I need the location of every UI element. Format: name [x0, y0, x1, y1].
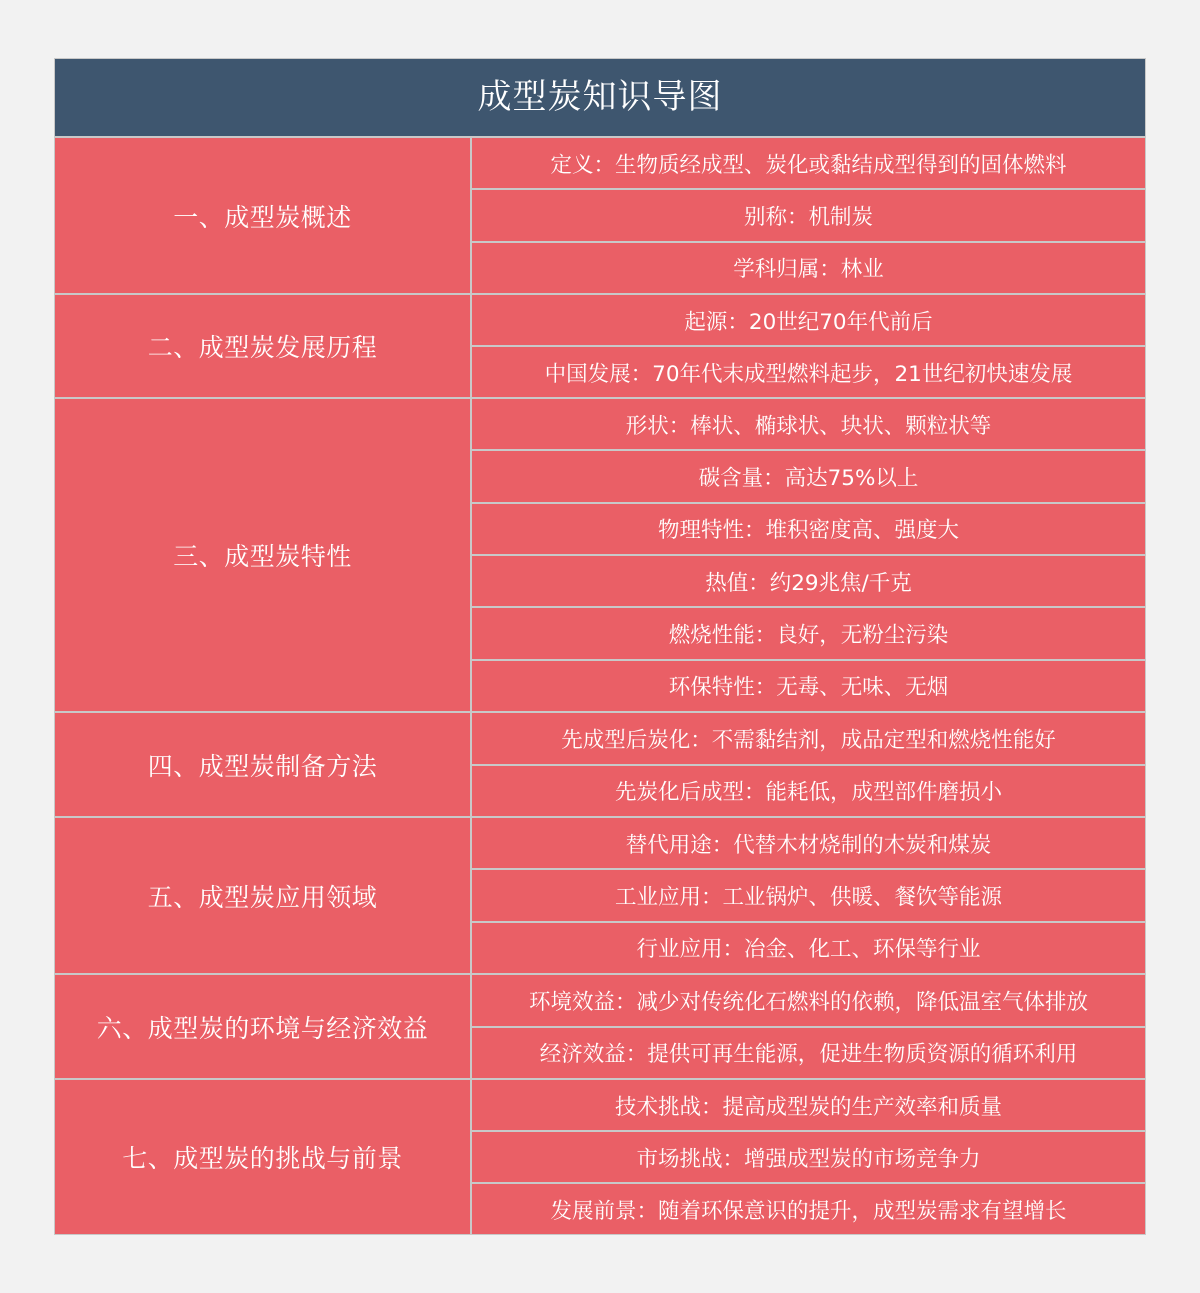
item-cell: 行业应用：冶金、化工、环保等行业: [472, 921, 1145, 973]
section-benefits: [55, 973, 1145, 1078]
item-cell: 燃烧性能：良好，无粉尘污染: [472, 606, 1145, 658]
item-cell: 市场挑战：增强成型炭的市场竞争力: [472, 1130, 1145, 1182]
item-cell: 定义：生物质经成型、炭化或黏结成型得到的固体燃料: [550, 152, 1067, 178]
item-cell: 形状：棒状、椭球状、块状、颗粒状等: [625, 413, 992, 439]
section-label: 一、成型炭概述: [55, 138, 472, 293]
item-cell: 发展前景：随着环保意识的提升，成型炭需求有望增长: [472, 1182, 1145, 1234]
item-cell: 先炭化后成型：能耗低，成型部件磨损小: [472, 764, 1145, 817]
item-cell: 学科归属：林业: [472, 241, 1145, 293]
item-cell: 中国发展：70年代末成型燃料起步，21世纪初快速发展: [472, 345, 1145, 397]
section-applications: [55, 816, 1145, 973]
mindmap-table: [54, 58, 1146, 1235]
section-items: [472, 1080, 1145, 1234]
section-items: [472, 975, 1145, 1078]
item-cell: 先成型后炭化：不需黏结剂，成品定型和燃烧性能好: [561, 727, 1056, 753]
section-label: 四、成型炭制备方法: [55, 713, 472, 816]
section-label: 六、成型炭的环境与经济效益: [55, 975, 472, 1078]
section-label: 七、成型炭的挑战与前景: [55, 1080, 472, 1234]
item-cell: 环境效益：减少对传统化石燃料的依赖，降低温室气体排放: [528, 989, 1088, 1015]
section-label: 五、成型炭应用领域: [55, 818, 472, 973]
section-label: 三、成型炭特性: [55, 399, 472, 711]
section-items: [472, 818, 1145, 973]
item-cell: 替代用途：代替木材烧制的木炭和煤炭: [625, 832, 992, 858]
section-items: [472, 295, 1145, 397]
item-cell: 工业应用：工业锅炉、供暖、餐饮等能源: [472, 868, 1145, 920]
section-items: [472, 713, 1145, 816]
item-cell: 碳含量：高达75%以上: [472, 449, 1145, 501]
section-overview: [55, 136, 1145, 293]
item-cell: 环保特性：无毒、无味、无烟: [472, 659, 1145, 711]
section-items: [472, 399, 1145, 711]
section-challenges: [55, 1078, 1145, 1234]
item-cell: 物理特性：堆积密度高、强度大: [472, 502, 1145, 554]
section-label: 二、成型炭发展历程: [55, 295, 472, 397]
item-cell: 技术挑战：提高成型炭的生产效率和质量: [614, 1094, 1002, 1120]
item-cell: 经济效益：提供可再生能源，促进生物质资源的循环利用: [472, 1026, 1145, 1079]
section-properties: [55, 397, 1145, 711]
page-title: 成型炭知识导图: [55, 59, 1145, 136]
item-cell: 起源：20世纪70年代前后: [684, 309, 933, 335]
section-items: [472, 138, 1145, 293]
item-cell: 热值：约29兆焦/千克: [472, 554, 1145, 606]
item-cell: 别称：机制炭: [472, 188, 1145, 240]
section-preparation: [55, 711, 1145, 816]
section-history: [55, 293, 1145, 397]
